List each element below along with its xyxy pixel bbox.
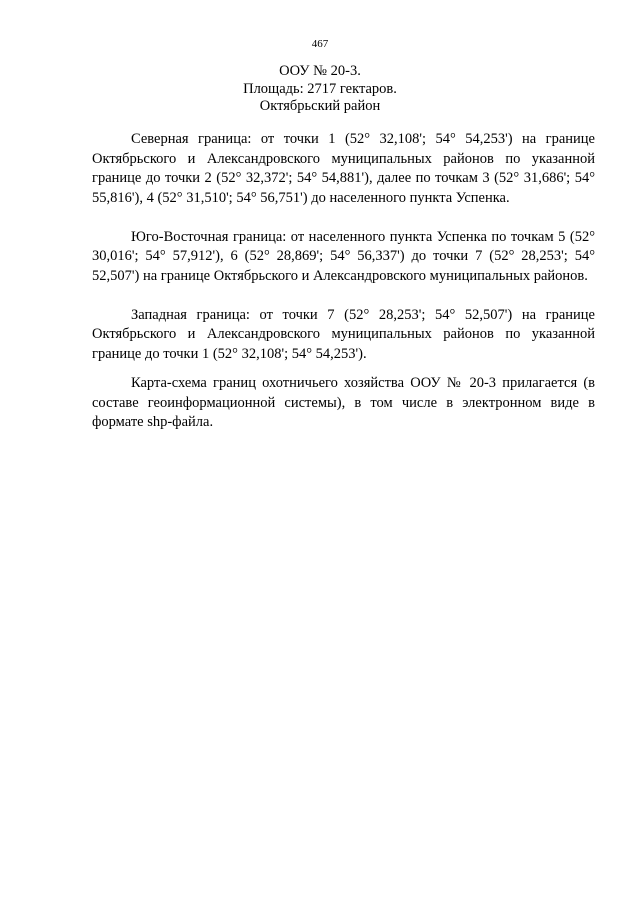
paragraph-southeast-border: Юго-Восточная граница: от населенного пункта Успенка по точкам 5 (52° 30,016'; 54° 57,912'), 6 (52° 28,869'; 54° 56,337') до точки 7 (52° 28,253'; 54° 52,507') на границе Октябрьского и Александровского муниципальных районов.: [92, 228, 595, 284]
district-line: Октябрьский район: [259, 98, 381, 114]
paragraph-north-border: Северная граница: от точки 1 (52° 32,108'; 54° 54,253') на границе Октябрьского и Александровского муниципальных районов по указанной границе до точки 2 (52° 32,372'; 54° 54,881'), далее по точкам 3 (52° 31,686'; 54° 55,816'), 4 (52° 31,510'; 54° 56,751') до населенного пункта Успенка.: [92, 131, 595, 206]
document-body: [92, 130, 595, 433]
paragraph-map-note: Карта-схема границ охотничьего хозяйства ООУ № 20-3 прилагается (в составе геоинформационной системы), в том числе в электронном виде в формате shp-файла.: [92, 375, 595, 430]
page-number: 467: [311, 38, 329, 50]
document-title: ООУ № 20-3.: [279, 63, 361, 79]
area-line: Площадь: 2717 гектаров.: [243, 80, 397, 97]
document-header: [0, 63, 640, 116]
paragraph-west-border: Западная граница: от точки 7 (52° 28,253'; 54° 52,507') на границе Октябрьского и Александровского муниципальных районов по указанной границе до точки 1 (52° 32,108'; 54° 54,253').: [92, 306, 595, 362]
